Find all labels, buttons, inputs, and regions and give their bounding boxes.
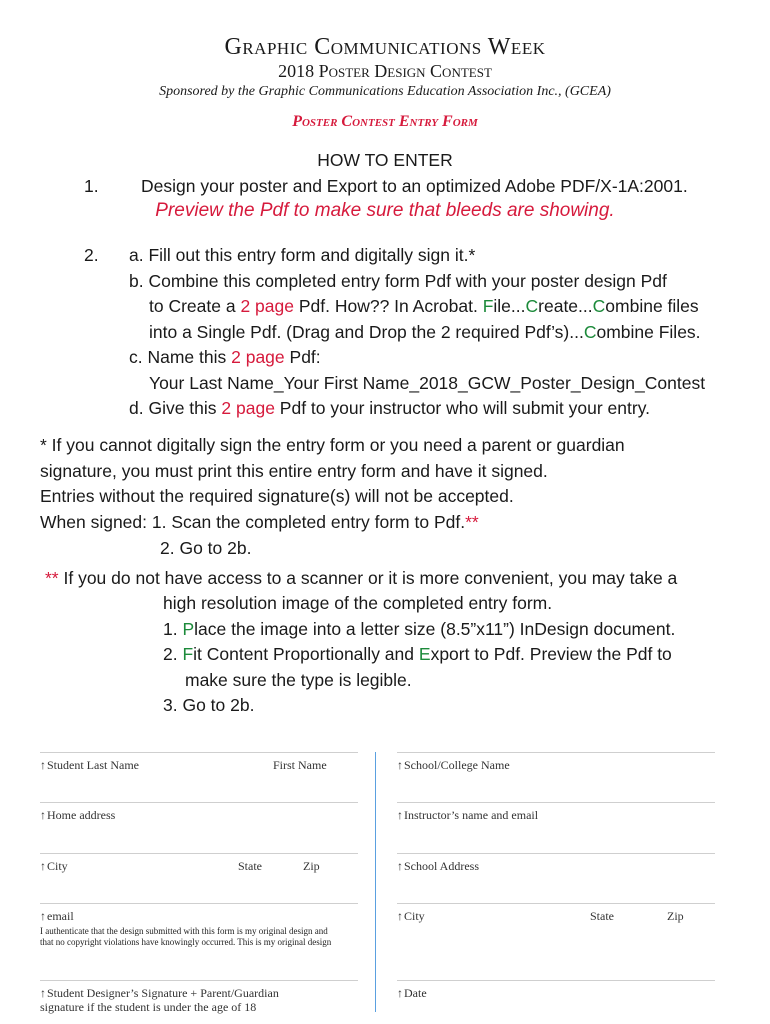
up-arrow-icon: ↑ — [40, 986, 46, 1000]
how-to-enter-heading: HOW TO ENTER — [317, 150, 453, 170]
signature-field[interactable]: ↑Student Designer’s Signature + Parent/Guardian — [40, 980, 358, 1001]
authentication-statement: I authenticate that the design submitted with this form is my original design and that no copyright violations have knowingly occurred. This is my original design — [40, 926, 332, 947]
school-state-label: State — [590, 909, 614, 923]
first-name-label: First Name — [273, 758, 327, 772]
step2c-line1: c. Name this 2 page Pdf: — [129, 347, 321, 367]
scanner-note-steps: high resolution image of the completed entry form. 1. Place the image into a letter size (8.5”x11”) InDesign document. 2. Fit Content Proportionally and Export to Pdf. Preview the Pdf to make sure the type is legible. 3. Go to 2b. — [163, 593, 676, 715]
up-arrow-icon: ↑ — [397, 986, 403, 1000]
column-divider — [375, 752, 376, 1012]
two-page-highlight: 2 page — [240, 296, 294, 316]
document-title: Graphic Communications Week — [224, 34, 546, 60]
signature-note: * If you cannot digitally sign the entry form or you need a parent or guardian signature, you must print this entire entry form and have it signed. Entries without the required signature(s) will not be accepted. When signed: 1. Scan the completed entry form to Pdf.** — [40, 435, 625, 532]
step2d: d. Give this 2 page Pdf to your instructor who will submit your entry. — [129, 398, 651, 418]
up-arrow-icon: ↑ — [40, 758, 46, 772]
step1-number: 1. — [84, 176, 99, 196]
step2b-line3: into a Single Pdf. (Drag and Drop the 2 required Pdf’s)...Combine Files. — [149, 321, 701, 342]
up-arrow-icon: ↑ — [397, 859, 403, 873]
school-address-field[interactable]: ↑School Address — [397, 853, 715, 886]
up-arrow-icon: ↑ — [40, 859, 46, 873]
document-subtitle: 2018 Poster Design Contest — [278, 61, 492, 81]
home-address-field[interactable]: ↑Home address — [40, 802, 358, 835]
up-arrow-icon: ↑ — [397, 808, 403, 822]
scanner-note-line1: ** If you do not have access to a scanner or it is more convenient, you may take a — [45, 568, 678, 588]
zip-label: Zip — [303, 859, 320, 873]
step1-preview-note: Preview the Pdf to make sure that bleeds are showing. — [155, 200, 615, 221]
state-label: State — [238, 859, 262, 873]
student-last-name-field[interactable]: ↑Student Last Name First Name — [40, 752, 358, 785]
up-arrow-icon: ↑ — [397, 909, 403, 923]
email-field[interactable]: ↑email — [40, 903, 358, 926]
sponsor-line: Sponsored by the Graphic Communications Education Association Inc., (GCEA) — [159, 84, 611, 99]
up-arrow-icon: ↑ — [397, 758, 403, 772]
step2-block — [129, 243, 705, 422]
step2-number: 2. — [84, 245, 99, 265]
step2b-line2: to Create a 2 page Pdf. How?? In Acrobat. File...Create...Combine files — [149, 296, 699, 316]
signature-under-18-note: signature if the student is under the age of 18 — [40, 1000, 257, 1014]
instructor-field[interactable]: ↑Instructor’s name and email — [397, 802, 715, 835]
up-arrow-icon: ↑ — [40, 808, 46, 822]
up-arrow-icon: ↑ — [40, 909, 46, 923]
school-city-field[interactable]: ↑City State Zip — [397, 903, 715, 936]
step2b-line1: b. Combine this completed entry form Pdf with your poster design Pdf — [129, 270, 667, 291]
date-field[interactable]: ↑Date — [397, 980, 715, 1001]
go-to-2b: 2. Go to 2b. — [160, 538, 252, 558]
form-title: Poster Contest Entry Form — [292, 113, 478, 130]
school-name-field[interactable]: ↑School/College Name — [397, 752, 715, 785]
city-field[interactable]: ↑City State Zip — [40, 853, 358, 886]
step2a: a. Fill out this entry form and digitally sign it.* — [129, 245, 476, 265]
step1-text: Design your poster and Export to an optimized Adobe PDF/X-1A:2001. — [141, 176, 688, 196]
school-zip-label: Zip — [667, 909, 684, 923]
step2c-line2: Your Last Name_Your First Name_2018_GCW_Poster_Design_Contest — [149, 372, 706, 393]
